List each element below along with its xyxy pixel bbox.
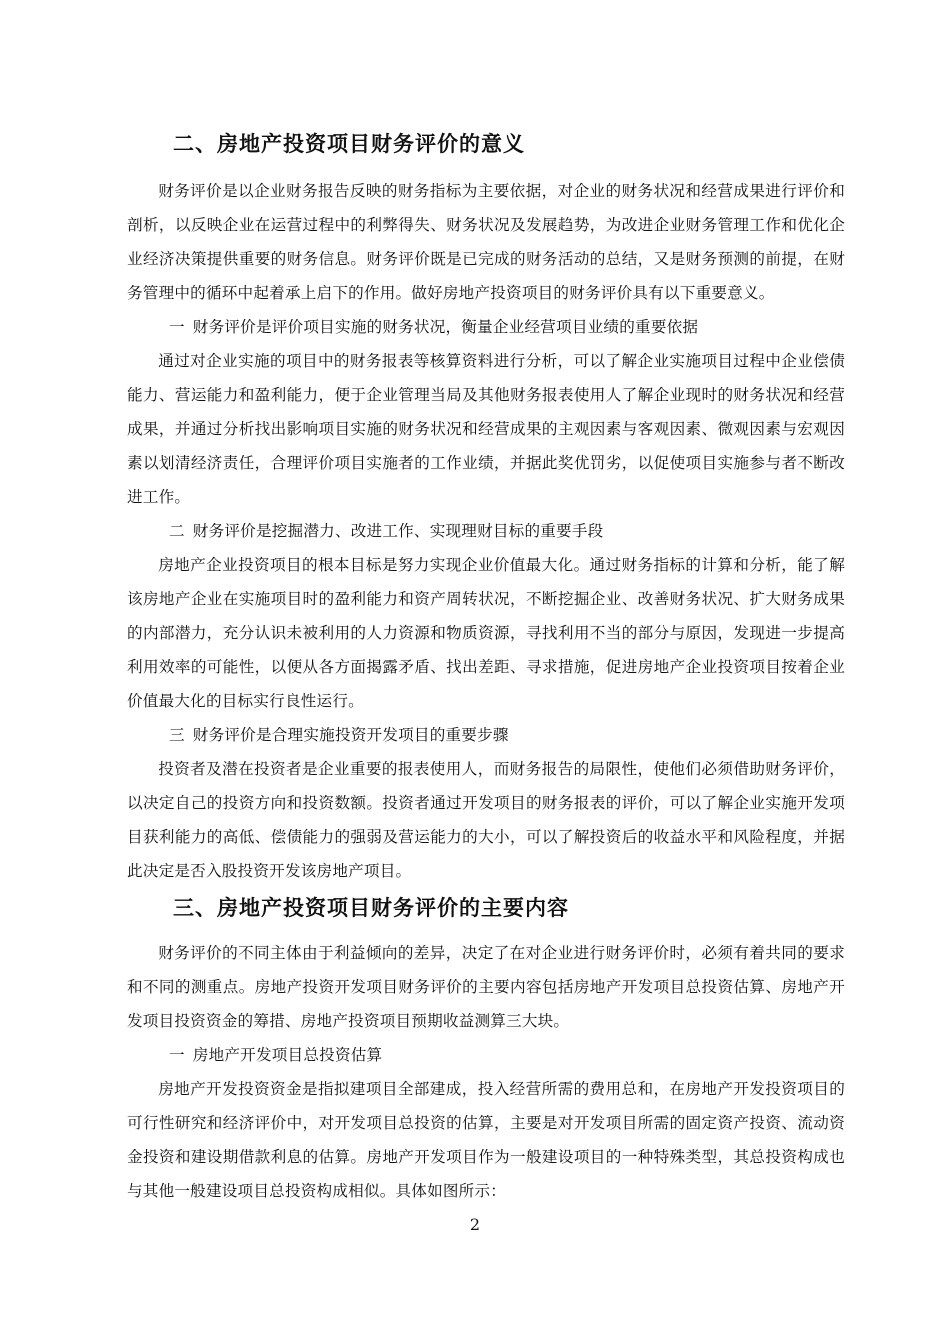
page-body: [127, 128, 845, 1208]
paragraph: 通过对企业实施的项目中的财务报表等核算资料进行分析，可以了解企业实施项目过程中企业偿债能力、营运能力和盈利能力，便于企业管理当局及其他财务报表使用人了解企业现时的财务状况和经营成果，并通过分析找出影响项目实施的财务状况和经营成果的主观因素与客观因素、微观因素与宏观因素以划清经济责任，合理评价项目实施者的工作业绩，并据此奖优罚劣，以促使项目实施参与者不断改进工作。: [127, 352, 845, 506]
subsection-title-text: 财务评价是合理实施投资开发项目的重要步骤: [192, 726, 509, 744]
page-number: 2: [469, 1215, 481, 1234]
paragraph: 投资者及潜在投资者是企业重要的报表使用人，而财务报告的局限性，使他们必须借助财务评价，以决定自己的投资方向和投资数额。投资者通过开发项目的财务报表的评价，可以了解企业实施开发项目获利能力的高低、偿债能力的强弱及营运能力的大小，可以了解投资后的收益水平和风险程度，并据此决定是否入股投资开发该房地产项目。: [127, 760, 845, 880]
subsection-number: 一: [169, 318, 185, 336]
subsection-title: [127, 1038, 845, 1072]
subsection-title-text: 房地产开发项目总投资估算: [192, 1046, 383, 1064]
subsection-number: 三: [169, 726, 185, 744]
subsection-number: 二: [169, 522, 185, 540]
section-heading: 二、房地产投资项目财务评价的意义: [173, 132, 525, 156]
paragraph: 财务评价是以企业财务报告反映的财务指标为主要依据，对企业的财务状况和经营成果进行评价和剖析，以反映企业在运营过程中的利弊得失、财务状况及发展趋势，为改进企业财务管理工作和优化企业经济决策提供重要的财务信息。财务评价既是已完成的财务活动的总结，又是财务预测的前提，在财务管理中的循环中起着承上启下的作用。做好房地产投资项目的财务评价具有以下重要意义。: [127, 182, 845, 302]
paragraph: 财务评价的不同主体由于利益倾向的差异，决定了在对企业进行财务评价时，必须有着共同的要求和不同的测重点。房地产投资开发项目财务评价的主要内容包括房地产开发项目总投资估算、房地产开发项目投资资金的筹措、房地产投资项目预期收益测算三大块。: [127, 944, 845, 1030]
subsection-title-text: 财务评价是挖掘潜力、改进工作、实现理财目标的重要手段: [192, 522, 604, 540]
subsection-title: [127, 514, 845, 548]
subsection-number: 一: [169, 1046, 185, 1064]
subsection-title: [127, 718, 845, 752]
subsection-title: [127, 310, 845, 344]
subsection-title-text: 财务评价是评价项目实施的财务状况，衡量企业经营项目业绩的重要依据: [192, 318, 699, 336]
section-heading: 三、房地产投资项目财务评价的主要内容: [173, 896, 569, 920]
paragraph: 房地产企业投资项目的根本目标是努力实现企业价值最大化。通过财务指标的计算和分析，能了解该房地产企业在实施项目时的盈利能力和资产周转状况，不断挖掘企业、改善财务状况、扩大财务成果的内部潜力，充分认识未被利用的人力资源和物质资源，寻找利用不当的部分与原因，发现进一步提高利用效率的可能性，以便从各方面揭露矛盾、找出差距、寻求措施，促进房地产企业投资项目按着企业价值最大化的目标实行良性运行。: [127, 556, 845, 710]
paragraph: 房地产开发投资资金是指拟建项目全部建成，投入经营所需的费用总和，在房地产开发投资项目的可行性研究和经济评价中，对开发项目总投资的估算，主要是对开发项目所需的固定资产投资、流动资金投资和建设期借款利息的估算。房地产开发项目作为一般建设项目的一种特殊类型，其总投资构成也与其他一般建设项目总投资构成相似。具体如图所示：: [127, 1080, 845, 1200]
